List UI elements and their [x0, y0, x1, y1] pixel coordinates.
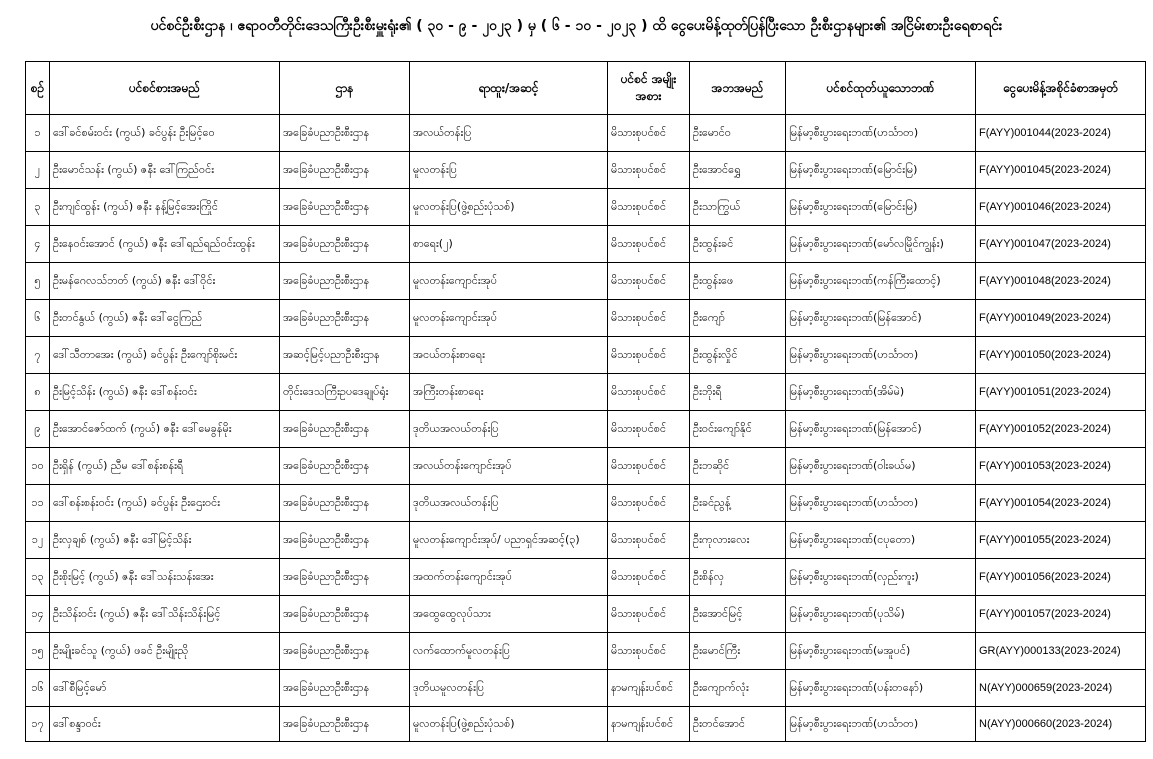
cell-pension-type: မိသားစုပင်စင် [608, 448, 690, 485]
cell-pension-type: မိသားစုပင်စင် [608, 374, 690, 411]
cell-bank: မြန်မာ့စီးပွားရေးဘဏ်(ဝါးခယ်မ) [786, 448, 976, 485]
cell-bank: မြန်မာ့စီးပွားရေးဘဏ်(မအူပင်) [786, 633, 976, 670]
cell-position: မူလတန်းပြ(ဖွဲ့စည်းပုံသစ်) [410, 189, 608, 226]
table-row [26, 522, 1146, 559]
cell-dept: အခြေခံပညာဦးစီးဌာန [280, 633, 410, 670]
cell-father: ဦးထွန်းဖေ [690, 263, 786, 300]
cell-bank: မြန်မာ့စီးပွားရေးဘဏ်(မြောင်းမြ) [786, 152, 976, 189]
cell-order-no: F(AYY)001056(2023-2024) [976, 559, 1146, 596]
cell-no: ၄ [26, 226, 50, 263]
table-row [26, 115, 1146, 152]
cell-position: အထွေထွေလုပ်သား [410, 596, 608, 633]
cell-father: ဦးဘိုးရီ [690, 374, 786, 411]
document-title: ပင်စင်ဦးစီးဌာန ၊ ဧရာဝတီတိုင်းဒေသကြီးဦးစီးမှူးရုံး၏ ( ၃၀ - ၉ - ၂၀၂၃ ) မှ ( ၆ - ၁၀ - ၂၀၂၃ ) ထိ ငွေပေးမိန့်ထုတ်ပြန်ပြီးသော ဦးစီးဌာနများ၏ အငြိမ်းစားဦးရေစာရင်း [150, 18, 1003, 34]
cell-father: ဦးဘဆိုင် [690, 448, 786, 485]
table-row [26, 633, 1146, 670]
cell-dept: အခြေခံပညာဦးစီးဌာန [280, 263, 410, 300]
cell-bank: မြန်မာ့စီးပွားရေးဘဏ်(မော်လမြိုင်ကျွန်း) [786, 226, 976, 263]
cell-order-no: F(AYY)001048(2023-2024) [976, 263, 1146, 300]
cell-pension-type: မိသားစုပင်စင် [608, 411, 690, 448]
cell-name: ဦးစိုးမြင့် (ကွယ်) ဇနီး ဒေါ်သန်းသန်းအေး [50, 559, 280, 596]
cell-pension-type: မိသားစုပင်စင် [608, 522, 690, 559]
cell-no: ၁၃ [26, 559, 50, 596]
cell-position: လက်ထောက်မူလတန်းပြ [410, 633, 608, 670]
cell-dept: အခြေခံပညာဦးစီးဌာန [280, 670, 410, 707]
cell-no: ၁ [26, 115, 50, 152]
cell-name: ဦးအောင်ဇော်ထက် (ကွယ်) ဇနီး ဒေါ်မေခွန်မိုး [50, 411, 280, 448]
cell-name: ဦးမန်ဂေလသ်ဘတ် (ကွယ်) ဇနီး ဒေါ်ဝိုင်း [50, 263, 280, 300]
cell-order-no: F(AYY)001049(2023-2024) [976, 300, 1146, 337]
header-name: ပင်စင်စားအမည် [50, 62, 280, 115]
table-body [26, 115, 1146, 742]
cell-bank: မြန်မာ့စီးပွားရေးဘဏ်(ဟင်္သာတ) [786, 485, 976, 522]
cell-bank: မြန်မာ့စီးပွားရေးဘဏ်(ပန်းတနော်) [786, 670, 976, 707]
cell-father: ဦးသာကြွယ် [690, 189, 786, 226]
cell-name: ဦးနေဝင်းအောင် (ကွယ်) ဇနီး ဒေါ်ရည်ရည်ဝင်းထွန်း [50, 226, 280, 263]
pensioner-table [25, 61, 1146, 742]
cell-dept: အခြေခံပညာဦးစီးဌာန [280, 300, 410, 337]
cell-position: မူလတန်းကျောင်းအုပ် [410, 263, 608, 300]
cell-pension-type: နာမကျန်းပင်စင် [608, 707, 690, 742]
cell-position: မူလတန်းကျောင်းအုပ် [410, 300, 608, 337]
cell-father: ဦးတင်အောင် [690, 707, 786, 742]
cell-pension-type: မိသားစုပင်စင် [608, 263, 690, 300]
cell-order-no: F(AYY)001044(2023-2024) [976, 115, 1146, 152]
cell-no: ၁၇ [26, 707, 50, 742]
cell-dept: အခြေခံပညာဦးစီးဌာန [280, 115, 410, 152]
cell-name: ဒေါ်စီမြင့်မော် [50, 670, 280, 707]
cell-father: ဦးမောင်ဝ [690, 115, 786, 152]
cell-position: ဒုတိယအလယ်တန်းပြ [410, 485, 608, 522]
cell-dept: အခြေခံပညာဦးစီးဌာန [280, 485, 410, 522]
cell-pension-type: မိသားစုပင်စင် [608, 485, 690, 522]
cell-bank: မြန်မာ့စီးပွားရေးဘဏ်(ဟင်္သာတ) [786, 115, 976, 152]
cell-order-no: N(AYY)000659(2023-2024) [976, 670, 1146, 707]
cell-position: အလယ်တန်းကျောင်းအုပ် [410, 448, 608, 485]
cell-bank: မြန်မာ့စီးပွားရေးဘဏ်(လှည်းကူး) [786, 559, 976, 596]
cell-no: ၂ [26, 152, 50, 189]
header-order-no: ငွေပေးမိန့်အစိုင်ခံစာအမှတ် [976, 62, 1146, 115]
cell-dept: အခြေခံပညာဦးစီးဌာန [280, 152, 410, 189]
cell-no: ၈ [26, 374, 50, 411]
cell-pension-type: မိသားစုပင်စင် [608, 337, 690, 374]
header-no: စဉ် [26, 62, 50, 115]
table-header-row [26, 62, 1146, 115]
table-row [26, 596, 1146, 633]
cell-position: မူလတန်းပြ [410, 152, 608, 189]
cell-no: ၉ [26, 411, 50, 448]
cell-bank: မြန်မာ့စီးပွားရေးဘဏ်(မြန်အောင်) [786, 300, 976, 337]
cell-name: ဦးမောင်သန်း (ကွယ်) ဇနီး ဒေါ်ကြည်ဝင်း [50, 152, 280, 189]
cell-position: အငယ်တန်းစာရေး [410, 337, 608, 374]
cell-order-no: F(AYY)001050(2023-2024) [976, 337, 1146, 374]
cell-no: ၁၅ [26, 633, 50, 670]
cell-dept: အခြေခံပညာဦးစီးဌာန [280, 226, 410, 263]
cell-dept: အခြေခံပညာဦးစီးဌာန [280, 411, 410, 448]
cell-position: မူလတန်းပြ(ဖွဲ့စည်းပုံသစ်) [410, 707, 608, 742]
cell-father: ဦးဝင်းကျော်နိုင် [690, 411, 786, 448]
cell-pension-type: မိသားစုပင်စင် [608, 633, 690, 670]
cell-name: ဦးရှိန် (ကွယ်) ညီမ ဒေါ်စန်းစန်းရီ [50, 448, 280, 485]
cell-no: ၁၄ [26, 596, 50, 633]
cell-bank: မြန်မာ့စီးပွားရေးဘဏ်(ဟင်္သာတ) [786, 337, 976, 374]
cell-order-no: GR(AYY)000133(2023-2024) [976, 633, 1146, 670]
table-row [26, 374, 1146, 411]
cell-name: ဦးတင်နွယ် (ကွယ်) ဇနီး ဒေါ်ငွေကြည် [50, 300, 280, 337]
cell-position: ဒုတိယအလယ်တန်းပြ [410, 411, 608, 448]
cell-father: ဦးမောင်ကြီး [690, 633, 786, 670]
header-position: ရာထူး/အဆင့် [410, 62, 608, 115]
cell-pension-type: မိသားစုပင်စင် [608, 300, 690, 337]
cell-pension-type: မိသားစုပင်စင် [608, 189, 690, 226]
table-row [26, 411, 1146, 448]
cell-order-no: F(AYY)001055(2023-2024) [976, 522, 1146, 559]
cell-pension-type: မိသားစုပင်စင် [608, 115, 690, 152]
cell-no: ၁၂ [26, 522, 50, 559]
cell-father: ဦးစိန်လှ [690, 559, 786, 596]
cell-no: ၇ [26, 337, 50, 374]
cell-pension-type: မိသားစုပင်စင် [608, 152, 690, 189]
cell-pension-type: မိသားစုပင်စင် [608, 226, 690, 263]
cell-dept: အခြေခံပညာဦးစီးဌာန [280, 522, 410, 559]
cell-dept: တိုင်းဒေသကြီးဥပဒေချုပ်ရုံး [280, 374, 410, 411]
cell-position: အလယ်တန်းပြ [410, 115, 608, 152]
cell-bank: မြန်မာ့စီးပွားရေးဘဏ်(အိမ်မဲ) [786, 374, 976, 411]
cell-bank: မြန်မာ့စီးပွားရေးဘဏ်(ပုသိမ်) [786, 596, 976, 633]
cell-position: မူလတန်းကျောင်းအုပ်/ ပညာရှင်အဆင့်(၃) [410, 522, 608, 559]
cell-order-no: N(AYY)000660(2023-2024) [976, 707, 1146, 742]
cell-position: စာရေး(၂) [410, 226, 608, 263]
cell-father: ဦးထွန်းခင် [690, 226, 786, 263]
cell-order-no: F(AYY)001052(2023-2024) [976, 411, 1146, 448]
cell-father: ဦးကျောက်လုံး [690, 670, 786, 707]
cell-bank: မြန်မာ့စီးပွားရေးဘဏ်(မြောင်းမြ) [786, 189, 976, 226]
cell-order-no: F(AYY)001045(2023-2024) [976, 152, 1146, 189]
cell-no: ၆ [26, 300, 50, 337]
cell-name: ဦးသိန်းဝင်း (ကွယ်) ဇနီး ဒေါ်သိန်းသိန်းမြင့် [50, 596, 280, 633]
cell-bank: မြန်မာ့စီးပွားရေးဘဏ်(ငပုတော) [786, 522, 976, 559]
table-row [26, 559, 1146, 596]
cell-position: အကြီးတန်းစာရေး [410, 374, 608, 411]
cell-order-no: F(AYY)001057(2023-2024) [976, 596, 1146, 633]
header-father: အဘအမည် [690, 62, 786, 115]
header-bank: ပင်စင်ထုတ်ယူသောဘဏ် [786, 62, 976, 115]
cell-dept: အခြေခံပညာဦးစီးဌာန [280, 448, 410, 485]
table-row [26, 300, 1146, 337]
cell-no: ၃ [26, 189, 50, 226]
table-row [26, 263, 1146, 300]
cell-name: ဒေါ်စန္ဒာဝင်း [50, 707, 280, 742]
table-row [26, 152, 1146, 189]
cell-father: ဦးထွန်းလှိုင် [690, 337, 786, 374]
cell-order-no: F(AYY)001047(2023-2024) [976, 226, 1146, 263]
cell-order-no: F(AYY)001046(2023-2024) [976, 189, 1146, 226]
cell-bank: မြန်မာ့စီးပွားရေးဘဏ်(မြန်အောင်) [786, 411, 976, 448]
cell-pension-type: နာမကျန်းပင်စင် [608, 670, 690, 707]
cell-name: ဒေါ်သီတာအေး (ကွယ်) ခင်ပွန်း ဦးကျော်စိုးမင်း [50, 337, 280, 374]
cell-father: ဦးကျော် [690, 300, 786, 337]
cell-bank: မြန်မာ့စီးပွားရေးဘဏ်(ဟင်္သာတ) [786, 707, 976, 742]
cell-pension-type: မိသားစုပင်စင် [608, 596, 690, 633]
cell-order-no: F(AYY)001051(2023-2024) [976, 374, 1146, 411]
cell-bank: မြန်မာ့စီးပွားရေးဘဏ်(ကန်ကြီးထောင့်) [786, 263, 976, 300]
cell-dept: အခြေခံပညာဦးစီးဌာန [280, 559, 410, 596]
cell-no: ၁၆ [26, 670, 50, 707]
cell-no: ၁၀ [26, 448, 50, 485]
header-dept: ဌာန [280, 62, 410, 115]
table-row [26, 670, 1146, 707]
cell-no: ၁၁ [26, 485, 50, 522]
cell-father: ဦးခင်ညွန့် [690, 485, 786, 522]
cell-name: ဒေါ်ခင်စမ်းဝင်း (ကွယ်) ခင်ပွန်း ဦးမြင့်ဝေ [50, 115, 280, 152]
cell-name: ဦးမြင့်သိန်း (ကွယ်) ဇနီး ဒေါ်စန်းဝင်း [50, 374, 280, 411]
table-row [26, 189, 1146, 226]
cell-dept: အခြေခံပညာဦးစီးဌာန [280, 707, 410, 742]
table-row [26, 448, 1146, 485]
cell-no: ၅ [26, 263, 50, 300]
cell-pension-type: မိသားစုပင်စင် [608, 559, 690, 596]
cell-name: ဦးလှချစ် (ကွယ်) ဇနီး ဒေါ်မြင့်သိန်း [50, 522, 280, 559]
cell-dept: အခြေခံပညာဦးစီးဌာန [280, 189, 410, 226]
table-row [26, 337, 1146, 374]
cell-dept: အဆင့်မြင့်ပညာဦးစီးဌာန [280, 337, 410, 374]
cell-father: ဦးအောင်မြင့် [690, 596, 786, 633]
table-row [26, 485, 1146, 522]
cell-name: ဦးမျိုးခင်သူ (ကွယ်) ဖခင် ဦးမျိုးညို [50, 633, 280, 670]
table-row [26, 707, 1146, 742]
table-row [26, 226, 1146, 263]
cell-dept: အခြေခံပညာဦးစီးဌာန [280, 596, 410, 633]
cell-father: ဦးကုလားလေး [690, 522, 786, 559]
cell-father: ဦးအောင်ရွှေ [690, 152, 786, 189]
cell-name: ဒေါ်စန်းစန်းဝင်း (ကွယ်) ခင်ပွန်း ဦးဌေးဝင်း [50, 485, 280, 522]
header-pension-type: ပင်စင် အမျိုးအစား [608, 62, 690, 115]
cell-order-no: F(AYY)001054(2023-2024) [976, 485, 1146, 522]
cell-position: အထက်တန်းကျောင်းအုပ် [410, 559, 608, 596]
cell-order-no: F(AYY)001053(2023-2024) [976, 448, 1146, 485]
cell-position: ဒုတိယမူလတန်းပြ [410, 670, 608, 707]
cell-name: ဦးကျင်ထွန်း (ကွယ်) ဇနီး နန့်မြင့်အေးကြိုင် [50, 189, 280, 226]
